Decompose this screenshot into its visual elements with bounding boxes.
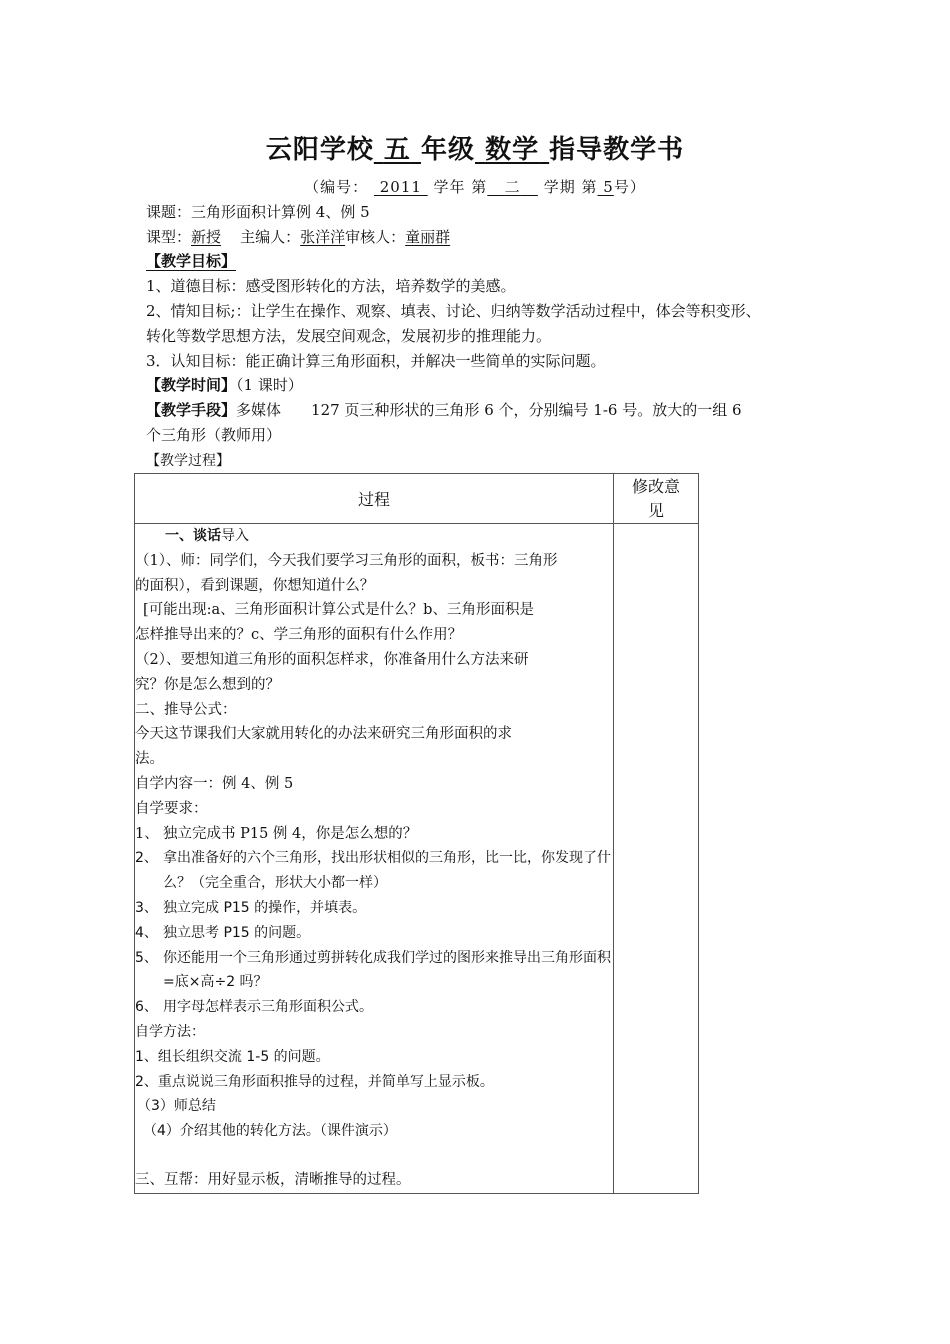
content-line: 今天这节课我们大家就用转化的办法来研究三角形面积的求: [135, 726, 512, 743]
content-line: 法。: [135, 751, 164, 768]
time-value: （1 课时）: [236, 376, 303, 394]
method-item: 1、组长组织交流 1-5 的问题。: [135, 1048, 330, 1065]
process-table: [134, 473, 699, 1194]
grade-field: 五: [383, 135, 411, 165]
revision-notes-cell: [614, 524, 699, 1194]
subtitle-suffix: 号）: [613, 178, 646, 196]
topic-value: 三角形面积计算例 4、例 5: [191, 203, 370, 221]
grade-label: 年级: [420, 135, 475, 165]
col-header-revision: [614, 474, 699, 524]
term-suffix: 学期 第: [543, 178, 598, 196]
school-name: 云阳学校: [265, 135, 374, 165]
requirement-item: 5、 你还能用一个三角形通过剪拼转化成我们学过的图形来推导出三角形面积=底×高÷2 吗？: [135, 949, 611, 991]
col-header-process: 过程: [135, 474, 614, 524]
requirement-item: 1、 独立完成书 P15 例 4，你是怎么想的？: [135, 825, 418, 842]
table-row: [135, 524, 699, 1194]
goals-heading-line: [146, 249, 236, 273]
content-line: 究？你是怎么想到的？: [135, 676, 280, 693]
means-line-2: 个三角形（教师用）: [146, 426, 282, 444]
method-item: 2、重点说说三角形面积推导的过程，并简单写上显示板。: [135, 1073, 494, 1090]
goal-2-cont: 转化等数学思想方法，发展空间观念，发展初步的推理能力。: [146, 327, 552, 345]
requirement-item: 2、 拿出准备好的六个三角形，找出形状相似的三角形，比一比，你发现了什么？（完全重合，形状大小都一样）: [135, 850, 611, 892]
content-line: 自学内容一：例 4、例 5: [135, 775, 294, 792]
type-label: 课型：: [146, 228, 192, 246]
content-line: （1）、师：同学们，今天我们要学习三角形的面积，板书：三角形: [135, 552, 558, 569]
means-heading: 【教学手段】: [146, 401, 237, 419]
editor-value: 张洋洋: [300, 228, 346, 246]
introduce-methods: （4）介绍其他的转化方法。（课件演示）: [143, 1123, 397, 1140]
col-header-revision-line1: 修改意: [632, 476, 681, 496]
year-field: 2011: [379, 178, 422, 196]
means-detail: 127 页三种形状的三角形 6 个，分别编号 1-6 号。放大的一组 6: [311, 401, 742, 419]
method-heading: 自学方法：: [135, 1023, 205, 1040]
reviewer-value: 童丽群: [405, 228, 451, 246]
table-header-row: [135, 474, 699, 524]
means-line: [146, 398, 742, 422]
section-3-heading: 三、互帮：用好显示板，清晰推导的过程。: [135, 1171, 411, 1188]
goal-2: 2、情知目标;：让学生在操作、观察、填表、讨论、归纳等数学活动过程中，体会等积变形、: [146, 302, 761, 320]
section-2-heading: 二、推导公式：: [135, 701, 237, 718]
type-value: 新授: [191, 228, 222, 246]
subtitle-prefix: （编号：: [304, 178, 369, 196]
teacher-summary: （3）师总结: [137, 1098, 216, 1115]
col-header-revision-line2: 见: [648, 500, 665, 520]
content-line: 怎样推导出来的？c、学三角形的面积有什么作用？: [135, 627, 463, 644]
means-value: 多媒体: [236, 401, 282, 419]
goals-heading: 【教学目标】: [146, 252, 237, 270]
goal-1: 1、道德目标：感受图形转化的方法，培养数学的美感。: [146, 277, 516, 295]
section-1-heading: 一、谈话导入: [165, 528, 249, 544]
editor-label: 主编人：: [240, 228, 301, 246]
requirement-item: 6、 用字母怎样表示三角形面积公式。: [135, 999, 373, 1016]
process-heading: 【教学过程】: [146, 453, 230, 469]
term-field: 二: [504, 178, 521, 196]
document-subtitle: [0, 176, 950, 198]
reviewer-label: 审核人：: [345, 228, 406, 246]
requirement-item: 4、 独立思考 P15 的问题。: [135, 924, 311, 941]
content-line: [可能出现:a、三角形面积计算公式是什么？b、三角形面积是: [143, 602, 534, 619]
topic-line: [146, 200, 370, 224]
content-line: 的面积），看到课题，你想知道什么？: [135, 577, 375, 594]
content-line: （2）、要想知道三角形的面积怎样求，你准备用什么方法来研: [135, 651, 529, 668]
time-heading: 【教学时间】: [146, 376, 237, 394]
time-line: [146, 373, 303, 397]
year-suffix: 学年 第: [433, 178, 488, 196]
subject-field: 数学: [485, 135, 540, 165]
spacer: [135, 1144, 613, 1168]
process-content-cell: [135, 524, 614, 1194]
requirement-item: 3、 独立完成 P15 的操作，并填表。: [135, 899, 367, 916]
document-title: [0, 132, 950, 168]
topic-label: 课题：: [146, 203, 192, 221]
number-field: 5: [603, 178, 614, 196]
type-line: [146, 225, 450, 249]
goal-3: 3．认知目标：能正确计算三角形面积，并解决一些简单的实际问题。: [146, 352, 606, 370]
title-suffix: 指导教学书: [549, 135, 685, 165]
content-line: 自学要求：: [135, 800, 208, 817]
